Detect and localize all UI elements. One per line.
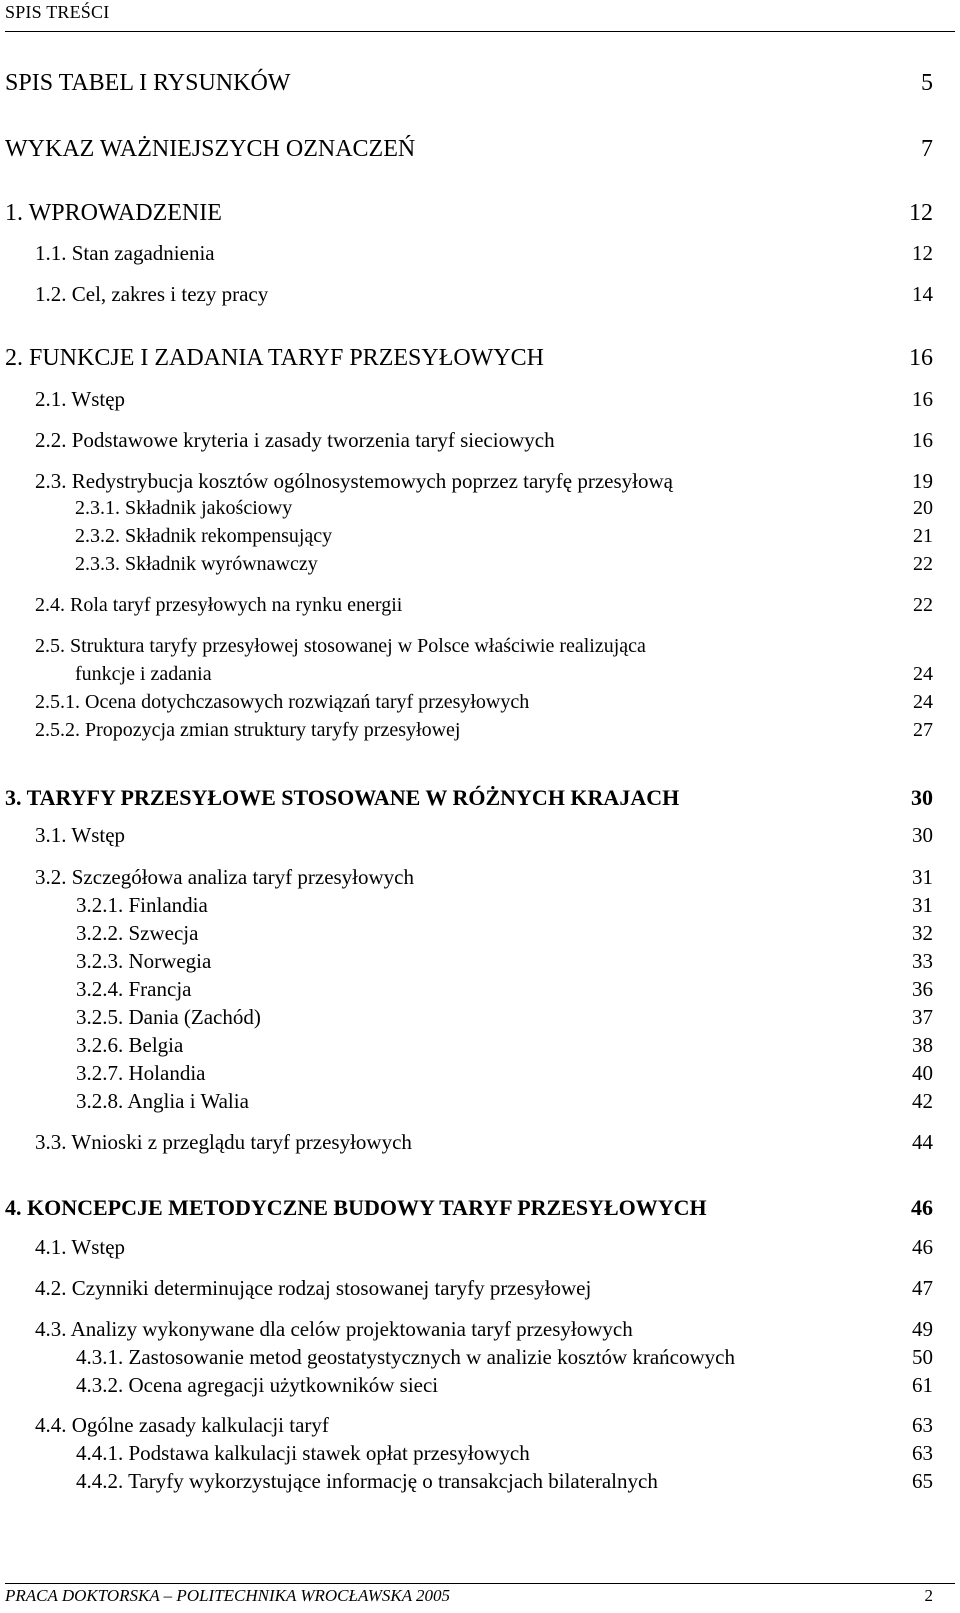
toc-title: 3.2.1. Finlandia: [76, 893, 208, 917]
toc-page: 49: [912, 1317, 933, 1341]
toc-page: 24: [913, 691, 933, 713]
toc-title: 2.2. Podstawowe kryteria i zasady tworzenia taryf sieciowych: [35, 428, 555, 452]
toc-page: 63: [912, 1413, 933, 1437]
toc-page: 31: [912, 893, 933, 917]
toc-title: SPIS TABEL I RYSUNKÓW: [5, 70, 291, 96]
toc-entry[interactable]: [0, 977, 960, 1005]
toc-page: 44: [912, 1130, 933, 1154]
toc-page: 32: [912, 921, 933, 945]
toc-entry[interactable]: [0, 200, 960, 228]
toc-title: 3.2.3. Norwegia: [76, 949, 212, 973]
toc-title: 4.3.2. Ocena agregacji użytkowników sieci: [76, 1373, 439, 1397]
toc-title: funkcje i zadania: [75, 663, 212, 685]
toc-page: 50: [912, 1345, 933, 1369]
toc-page: 22: [913, 553, 933, 575]
toc-title: 3.2.7. Holandia: [76, 1061, 206, 1085]
toc-entry[interactable]: [0, 345, 960, 373]
toc-title: 3.3. Wnioski z przeglądu taryf przesyłowych: [35, 1130, 412, 1154]
toc-page: 14: [912, 282, 933, 306]
toc-page: 30: [912, 823, 933, 847]
toc-entry[interactable]: [0, 663, 960, 691]
toc-page: 36: [912, 977, 933, 1001]
toc-title: 2.5. Struktura taryfy przesyłowej stosowanej w Polsce właściwie realizująca: [35, 635, 646, 657]
toc-entry[interactable]: [0, 865, 960, 893]
toc-title: WYKAZ WAŻNIEJSZYCH OZNACZEŃ: [5, 136, 416, 162]
toc-page: 37: [912, 1005, 933, 1029]
toc-page: 38: [912, 1033, 933, 1057]
toc-entry[interactable]: [0, 823, 960, 851]
toc-title: 4.3. Analizy wykonywane dla celów projektowania taryf przesyłowych: [35, 1317, 633, 1341]
running-header: SPIS TREŚCI: [5, 2, 110, 22]
toc-title: 2.1. Wstęp: [35, 387, 126, 411]
toc-page: 46: [911, 1195, 933, 1220]
toc-entry[interactable]: [0, 1345, 960, 1373]
toc-page: 16: [909, 345, 933, 371]
toc-page: 16: [912, 387, 933, 411]
toc-title: 4.1. Wstęp: [35, 1235, 126, 1259]
toc-page: 47: [912, 1276, 933, 1300]
toc-page: 12: [912, 241, 933, 265]
toc-title: 3.2. Szczegółowa analiza taryf przesyłowych: [35, 865, 415, 889]
toc-title: 4. KONCEPCJE METODYCZNE BUDOWY TARYF PRZESYŁOWYCH: [5, 1195, 707, 1220]
toc-page: 40: [912, 1061, 933, 1085]
toc-entry[interactable]: [0, 553, 960, 581]
toc-entry[interactable]: [0, 497, 960, 525]
toc-entry[interactable]: [0, 387, 960, 415]
toc-title: 2.3.3. Składnik wyrównawczy: [75, 553, 318, 575]
toc-page: 19: [912, 469, 933, 493]
toc-entry[interactable]: [0, 1441, 960, 1469]
toc-entry[interactable]: [0, 70, 960, 98]
toc-title: 3. TARYFY PRZESYŁOWE STOSOWANE W RÓŻNYCH KRAJACH: [5, 785, 680, 810]
toc-title: 4.4. Ogólne zasady kalkulacji taryf: [35, 1413, 329, 1437]
toc-entry[interactable]: [0, 921, 960, 949]
toc-entry[interactable]: [0, 1033, 960, 1061]
toc-page: 22: [913, 594, 933, 616]
toc-title: 4.4.2. Taryfy wykorzystujące informację o transakcjach bilateralnych: [76, 1469, 658, 1493]
toc-title: 2. FUNKCJE I ZADANIA TARYF PRZESYŁOWYCH: [5, 345, 545, 371]
running-footer: PRACA DOKTORSKA – POLITECHNIKA WROCŁAWSKA 2005: [5, 1586, 451, 1605]
toc-entry[interactable]: [0, 1317, 960, 1345]
toc-page: 7: [921, 136, 933, 162]
toc-page: 5: [921, 70, 933, 96]
toc-title: 2.4. Rola taryf przesyłowych na rynku energii: [35, 594, 403, 616]
toc-title: 4.3.1. Zastosowanie metod geostatystycznych w analizie kosztów krańcowych: [76, 1345, 735, 1369]
toc-title: 3.2.2. Szwecja: [76, 921, 199, 945]
toc-page: 61: [912, 1373, 933, 1397]
toc-entry[interactable]: [0, 241, 960, 269]
toc-page: 20: [913, 497, 933, 519]
toc-entry[interactable]: [0, 893, 960, 921]
toc-page: 30: [911, 785, 933, 810]
toc-entry[interactable]: [0, 469, 960, 497]
toc-entry[interactable]: [0, 594, 960, 622]
page-number: 2: [924, 1586, 933, 1605]
toc-title: 1. WPROWADZENIE: [5, 200, 222, 226]
toc-entry[interactable]: [0, 949, 960, 977]
toc-title: 3.1. Wstęp: [35, 823, 126, 847]
toc-title: 3.2.4. Francja: [76, 977, 192, 1001]
toc-entry[interactable]: [0, 1130, 960, 1158]
toc-entry[interactable]: [0, 719, 960, 747]
toc-page: 46: [912, 1235, 933, 1259]
toc-title: 2.5.2. Propozycja zmian struktury taryfy przesyłowej: [35, 719, 461, 741]
toc-page: 16: [912, 428, 933, 452]
toc-page: 21: [913, 525, 933, 547]
toc-title: 4.4.1. Podstawa kalkulacji stawek opłat przesyłowych: [76, 1441, 530, 1465]
toc-entry[interactable]: [0, 691, 960, 719]
toc-entry[interactable]: [0, 1469, 960, 1497]
toc-title: 3.2.5. Dania (Zachód): [76, 1005, 261, 1029]
toc-page: 12: [909, 200, 933, 226]
toc-entry[interactable]: [0, 1061, 960, 1089]
header-rule: [5, 31, 955, 32]
toc-entry[interactable]: [0, 1373, 960, 1401]
toc-entry[interactable]: [0, 1413, 960, 1441]
toc-page: 65: [912, 1469, 933, 1493]
toc-title: 1.2. Cel, zakres i tezy pracy: [35, 282, 269, 306]
toc-title: 1.1. Stan zagadnienia: [35, 241, 215, 265]
toc-title: 4.2. Czynniki determinujące rodzaj stosowanej taryfy przesyłowej: [35, 1276, 592, 1300]
toc-entry[interactable]: [0, 1195, 960, 1223]
toc-page: 42: [912, 1089, 933, 1113]
toc-page: 63: [912, 1441, 933, 1465]
toc-entry[interactable]: [0, 1276, 960, 1304]
toc-entry[interactable]: [0, 785, 960, 813]
footer-rule: [5, 1583, 955, 1584]
toc-title: 3.2.6. Belgia: [76, 1033, 184, 1057]
toc-entry[interactable]: [0, 635, 960, 663]
toc-entry[interactable]: [0, 525, 960, 553]
toc-entry[interactable]: [0, 428, 960, 456]
toc-page: 33: [912, 949, 933, 973]
toc-title: 3.2.8. Anglia i Walia: [76, 1089, 249, 1113]
toc-page: 31: [912, 865, 933, 889]
toc-entry[interactable]: [0, 282, 960, 310]
toc-entry[interactable]: [0, 136, 960, 164]
toc-entry[interactable]: [0, 1089, 960, 1117]
toc-title: 2.3. Redystrybucja kosztów ogólnosystemowych poprzez taryfę przesyłową: [35, 469, 673, 493]
toc-title: 2.5.1. Ocena dotychczasowych rozwiązań taryf przesyłowych: [35, 691, 530, 713]
toc-entry[interactable]: [0, 1005, 960, 1033]
toc-page: 27: [913, 719, 933, 741]
toc-title: 2.3.2. Składnik rekompensujący: [75, 525, 333, 547]
toc-entry[interactable]: [0, 1235, 960, 1263]
toc-title: 2.3.1. Składnik jakościowy: [75, 497, 293, 519]
toc-page: 24: [913, 663, 933, 685]
